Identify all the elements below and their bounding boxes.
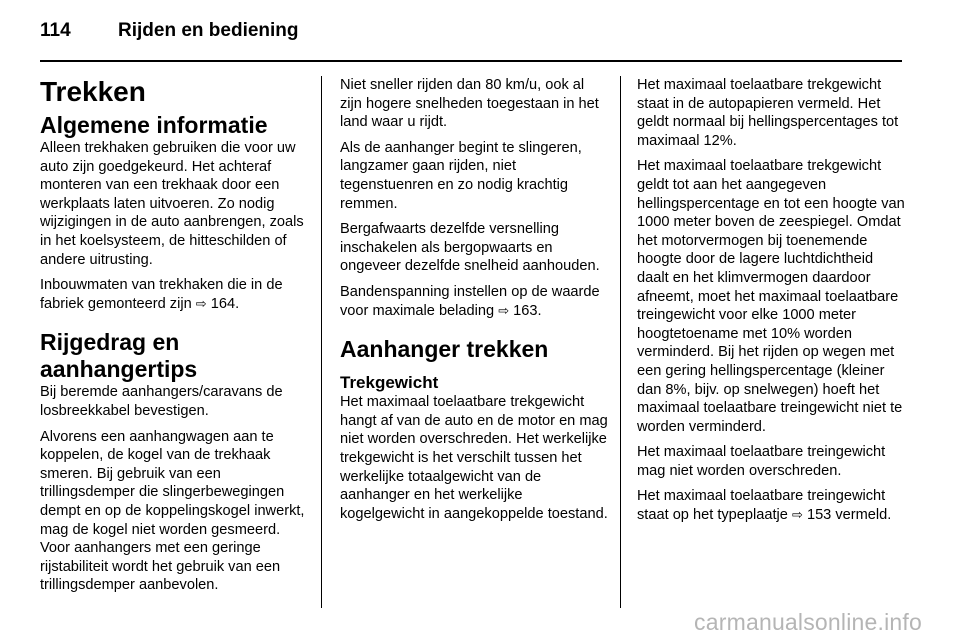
paragraph-with-ref [340, 283, 608, 320]
arrow-reference-icon: ⇨ [195, 295, 207, 311]
paragraph: Alleen trekhaken gebruiken die voor uw auto zijn goedgekeurd. Het achteraf monteren van een trekhaak door een werkplaats laten uitvoeren. Zo nodig wijzigingen in de auto aanbrengen, zoals in het koelsysteem, de hitteschilden of andere uitrusting. [40, 140, 304, 268]
paragraph: Bergafwaarts dezelfde versnelling inschakelen als bergopwaarts en ongeveer dezelfde snelheid aanhouden. [340, 221, 600, 275]
column-2 [340, 76, 608, 530]
paragraph: Bij beremde aanhangers/caravans de losbreekkabel bevestigen. [40, 384, 283, 419]
page-reference[interactable]: 153 [806, 507, 832, 524]
heading-general: Algemene informatie [40, 112, 268, 138]
paragraph: Het maximaal toelaatbare treingewicht mag niet worden overschreden. [637, 444, 886, 479]
column-divider-2 [620, 76, 621, 608]
paragraph-with-ref [40, 276, 308, 313]
page-number: 114 [40, 20, 71, 41]
section-title: Trekken [40, 76, 146, 107]
watermark: carmanualsonline.info [694, 609, 922, 635]
paragraph: Alvorens een aanhangwagen aan te koppelen, de kogel van de trekhaak smeren. Bij gebruik van een trillingsdemper die slingerbewegingen dempt en op de koppelingskogel inwerkt, mag de kogel niet worden gesmeerd. Voor aanhangers met een geringe rijstabiliteit wordt het gebruik van een trillingsdemper aanbevolen. [40, 428, 305, 594]
column-divider-1 [321, 76, 322, 608]
paragraph-text: Bandenspanning instellen op de waarde voor maximale belading [340, 283, 600, 319]
column-1 [40, 68, 308, 602]
arrow-reference-icon: ⇨ [498, 302, 510, 318]
heading-weight: Trekgewicht [340, 373, 439, 393]
page-reference[interactable]: 163. [513, 302, 542, 319]
paragraph-text: vermeld. [835, 507, 892, 524]
paragraph-text: Het maximaal toelaatbare treingewicht staat op het typeplaatje [637, 488, 886, 524]
chapter-title: Rijden en bediening [118, 20, 299, 41]
arrow-reference-icon: ⇨ [791, 507, 803, 523]
heading-driving: Rijgedrag en aanhangertips [40, 329, 198, 383]
paragraph: Niet sneller rijden dan 80 km/u, ook al zijn hogere snelheden toegestaan in het land waar u rijdt. [340, 77, 599, 131]
header-rule [40, 60, 902, 62]
heading-towing: Aanhanger trekken [340, 336, 549, 363]
paragraph: Als de aanhanger begint te slingeren, langzamer gaan rijden, niet tegenstuenren en zo nodig krachtig remmen. [340, 139, 582, 212]
page-header [40, 18, 900, 58]
paragraph: Het maximaal toelaatbare trekgewicht hangt af van de auto en de motor en mag niet worden overschreden. Het werkelijke trekgewicht is het verschilt tussen het werkelijke totaalgewicht van de aanhanger en het werkelijke kogelgewicht in aangekoppelde toestand. [340, 394, 608, 522]
paragraph: Het maximaal toelaatbare trekgewicht staat in de autopapieren vermeld. Het geldt normaal bij hellingspercentages tot maximaal 12%. [637, 77, 899, 149]
paragraph-with-ref [637, 487, 905, 524]
page-reference[interactable]: 164. [210, 295, 240, 312]
paragraph: Het maximaal toelaatbare trekgewicht geldt tot aan het aangegeven hellingspercentage en tot een hoogte van 1000 meter boven de zeespiegel. Omdat het motorvermogen bij toenemende hoogte door de lagere luchtdichtheid daalt en het klimvermogen daardoor afneemt, moet het maximaal toelaatbare treingewicht voor elke 1000 meter hoogtetoename met 10% worden verminderd. Bij het rijden op wegen met een gering hellingspercentage (kleiner dan 8%, bijv. op snelwegen) hoeft het maximaal toelaatbare treingewicht niet te worden verminderd. [637, 158, 905, 435]
paragraph-text: Inbouwmaten van trekhaken die in de fabriek gemonteerd zijn [40, 277, 283, 312]
column-3 [637, 76, 905, 532]
